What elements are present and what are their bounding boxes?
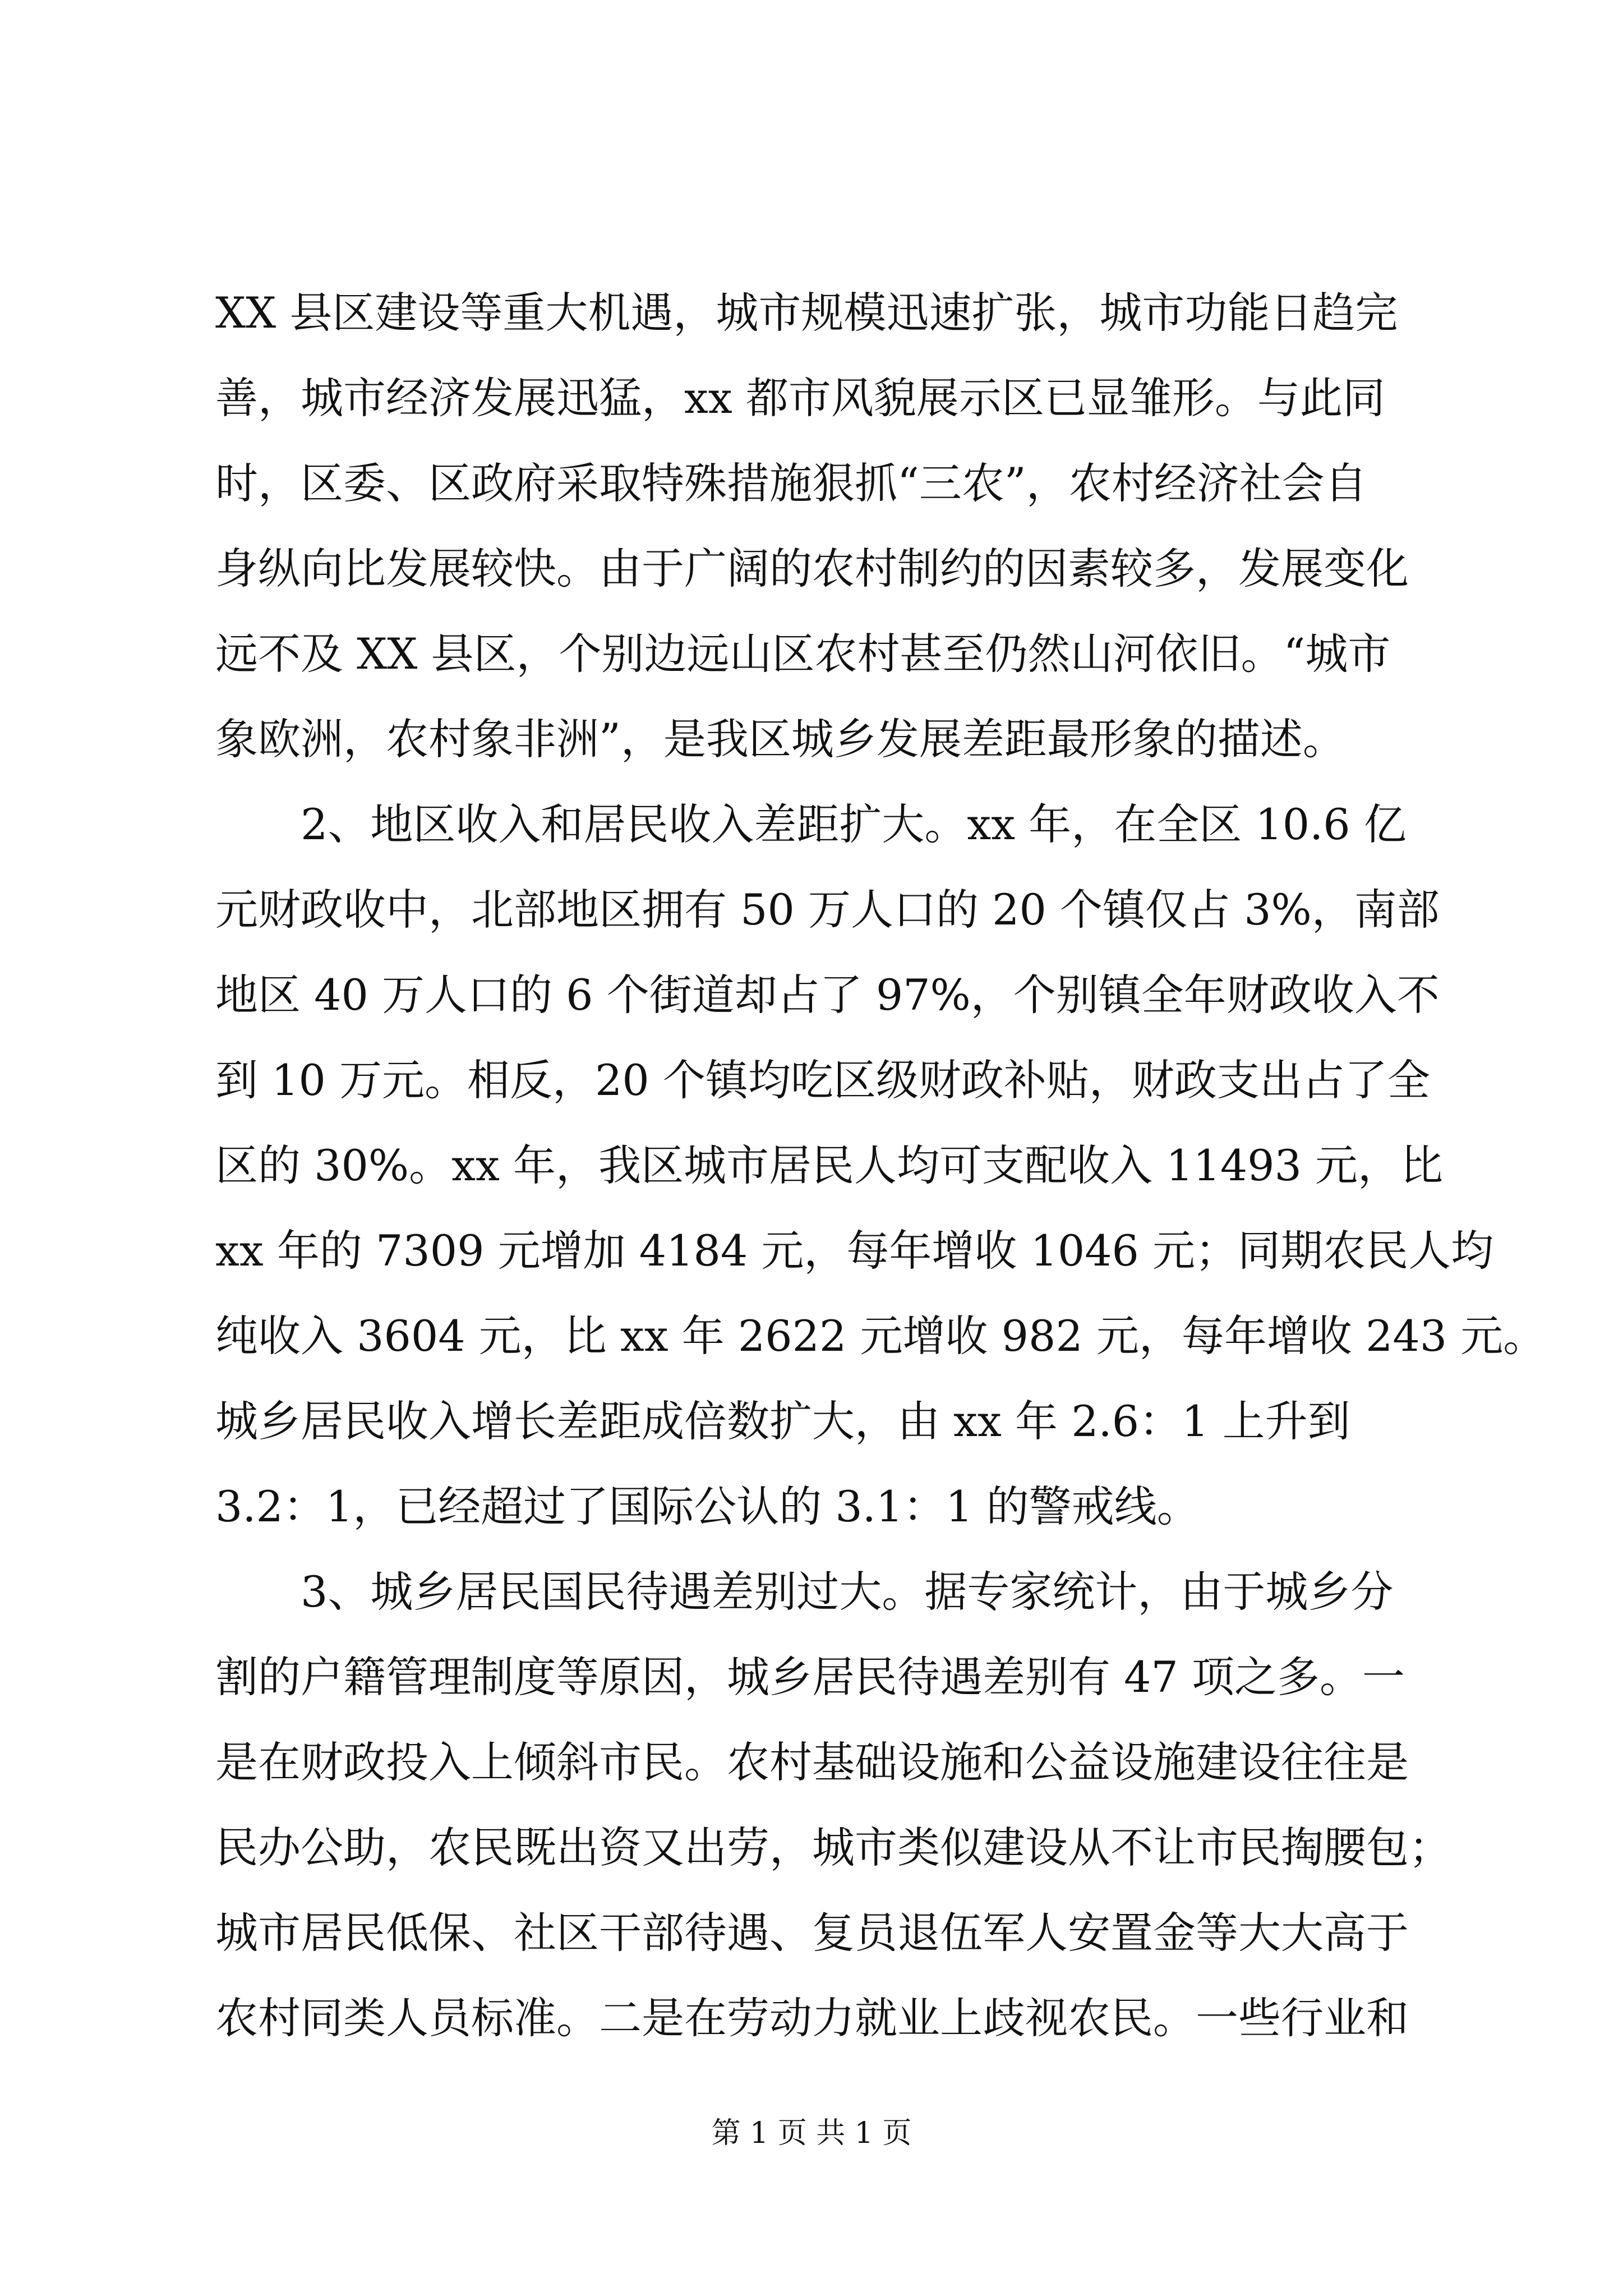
text-line: 地区 40 万人口的 6 个街道却占了 97%，个别镇全年财政收入不 <box>215 970 1440 1020</box>
text-line: 城市居民低保、社区干部待遇、复员退伍军人安置金等大大高于 <box>215 1908 1409 1958</box>
page-footer <box>0 2114 1623 2153</box>
text-line: 是在财政投入上倾斜市民。农村基础设施和公益设施建设往往是 <box>215 1737 1409 1787</box>
text-line: 善，城市经济发展迅猛，xx 都市风貌展示区已显雏形。与此同 <box>215 373 1385 423</box>
text-line: XX 县区建设等重大机遇，城市规模迅速扩张，城市功能日趋完 <box>215 288 1398 338</box>
text-line: 身纵向比发展较快。由于广阔的农村制约的因素较多，发展变化 <box>215 544 1409 593</box>
document-body <box>215 270 1546 2061</box>
text-line: 时，区委、区政府采取特殊措施狠抓“三农”，农村经济社会自 <box>215 458 1367 508</box>
paragraph-start-line: 2、地区收入和居民收入差距扩大。xx 年，在全区 10.6 亿 <box>301 799 1407 849</box>
text-line: 割的户籍管理制度等原因，城乡居民待遇差别有 47 项之多。一 <box>215 1652 1405 1702</box>
text-line: 农村同类人员标准。二是在劳动力就业上歧视农民。一些行业和 <box>215 1993 1409 2043</box>
text-line: 元财政收中，北部地区拥有 50 万人口的 20 个镇仅占 3%，南部 <box>215 885 1440 935</box>
text-line: 远不及 XX 县区，个别边远山区农村甚至仍然山河依旧。“城市 <box>215 629 1391 679</box>
text-line: 到 10 万元。相反，20 个镇均吃区级财政补贴，财政支出占了全 <box>215 1055 1430 1105</box>
text-line: 民办公助，农民既出资又出劳，城市类似建设从不让市民掏腰包； <box>215 1823 1451 1872</box>
page-number-label: 第 1 页 共 1 页 <box>711 2116 912 2150</box>
text-line: xx 年的 7309 元增加 4184 元，每年增收 1046 元；同期农民人均 <box>215 1226 1494 1276</box>
text-line: 城乡居民收入增长差距成倍数扩大，由 xx 年 2.6：1 上升到 <box>215 1396 1350 1446</box>
text-line: 纯收入 3604 元，比 xx 年 2622 元增收 982 元，每年增收 243 元。 <box>215 1311 1546 1361</box>
text-line: 象欧洲，农村象非洲”，是我区城乡发展差距最形象的描述。 <box>215 714 1345 764</box>
text-line: 3.2：1，已经超过了国际公认的 3.1：1 的警戒线。 <box>215 1481 1200 1531</box>
paragraph-start-line: 3、城乡居民国民待遇差别过大。据专家统计，由于城乡分 <box>301 1567 1394 1617</box>
text-line: 区的 30%。xx 年，我区城市居民人均可支配收入 11493 元，比 <box>215 1140 1444 1190</box>
